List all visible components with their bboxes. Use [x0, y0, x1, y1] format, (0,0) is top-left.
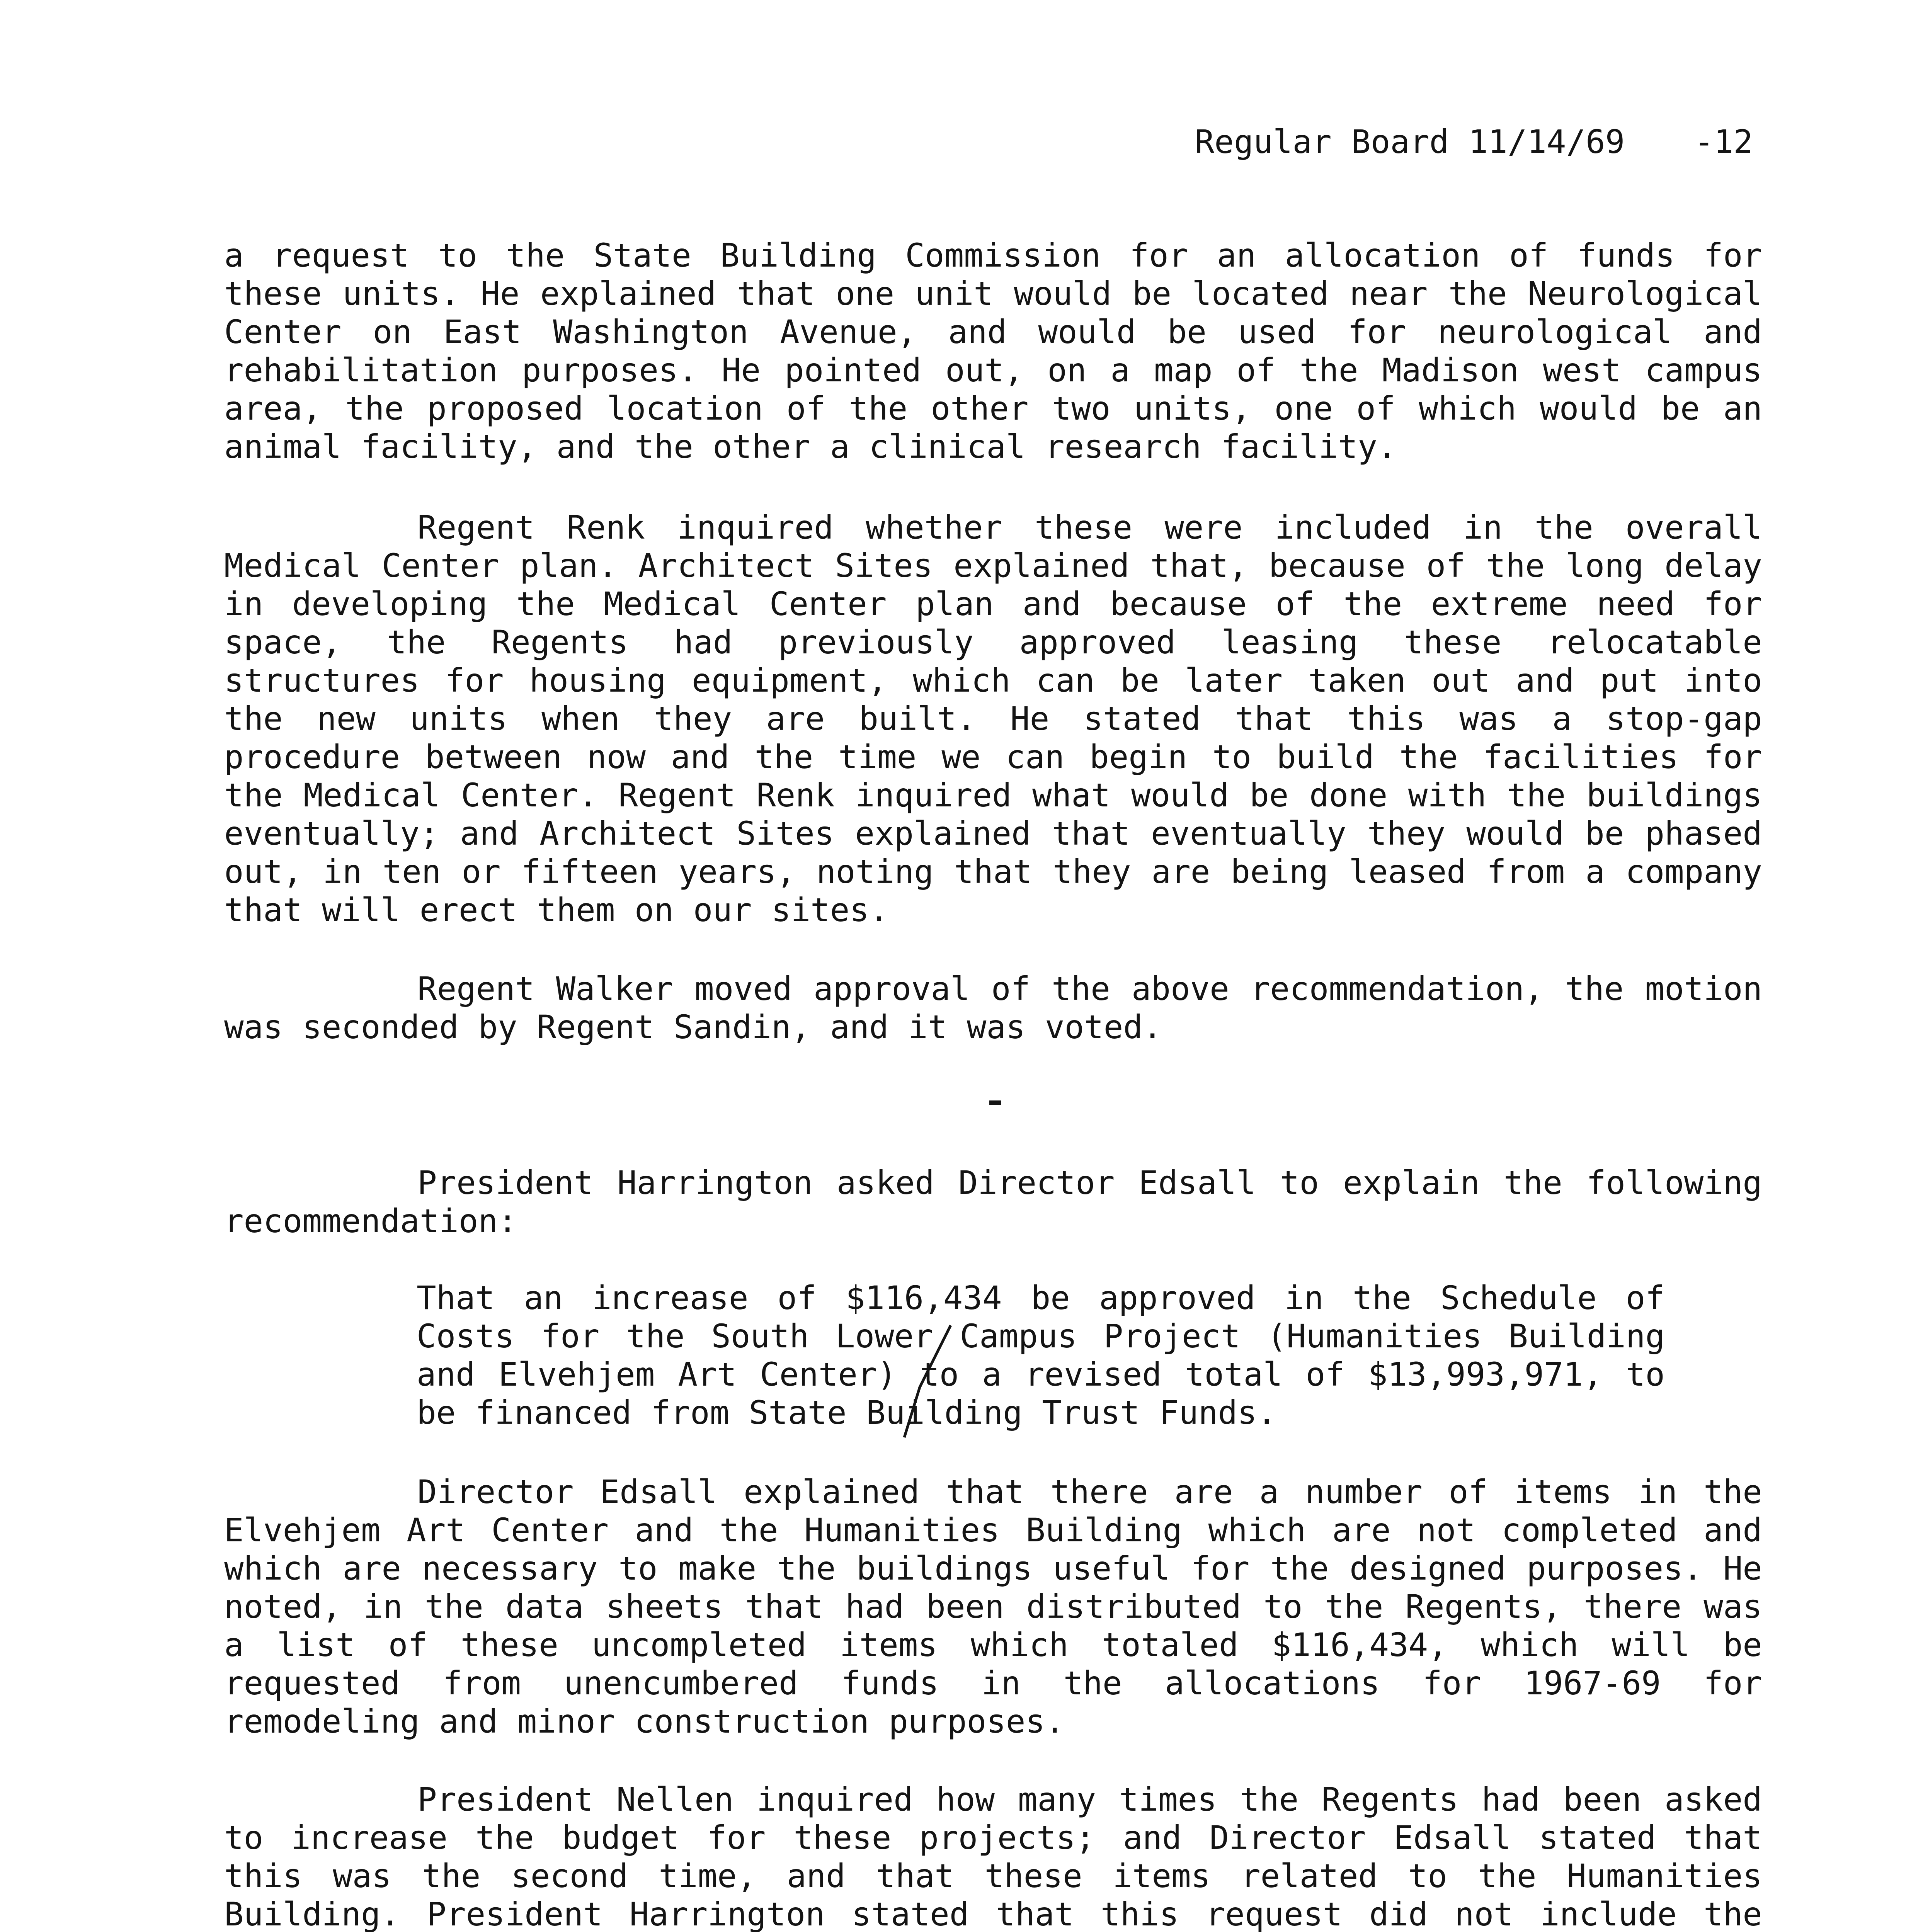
header-title: Regular Board 11/14/69: [1195, 123, 1625, 161]
paragraph-5: Director Edsall explained that there are a number of items in the Elvehjem Art Center and the Humanities Building which are not completed and which are necessary to make the buildings useful for the designed purposes. He noted, in the data sheets that had been distributed to the Regents, there was a list of these uncompleted items which totaled $116,434, which will be requested from unencumbered funds in the allocations for 1967-69 for remodeling and minor construction purposes.: [224, 1473, 1762, 1740]
paragraph-1: a request to the State Building Commission for an allocation of funds for these units. He explained that one unit would be located near the Neurological Center on East Washington Avenue, and would be used for neurological and rehabilitation purposes. He pointed out, on a map of the Madison west campus area, the proposed location of the other two units, one of which would be an animal facility, and the other a clinical research facility.: [224, 236, 1762, 466]
header-page-number: -12: [1694, 123, 1753, 161]
page-header: [1057, 123, 1753, 161]
paragraph-4: President Harrington asked Director Edsall to explain the following recommendation:: [224, 1164, 1762, 1240]
paragraph-2: Regent Renk inquired whether these were included in the overall Medical Center plan. Architect Sites explained that, because of the long delay in developing the Medical Center plan and because of the extreme need for space, the Regents had previously approved leasing these relocatable structures for housing equipment, which can be later taken out and put into the new units when they are built. He stated that this was a stop-gap procedure between now and the time we can begin to build the facilities for the Medical Center. Regent Renk inquired what would be done with the buildings eventually; and Architect Sites explained that eventually they would be phased out, in ten or fifteen years, noting that they are being leased from a company that will erect them on our sites.: [224, 509, 1762, 929]
paragraph-3: Regent Walker moved approval of the above recommendation, the motion was seconded by Regent Sandin, and it was voted.: [224, 970, 1762, 1046]
section-separator: [989, 1100, 1001, 1105]
pen-strike-mark: [897, 1321, 958, 1445]
recommendation-text: That an increase of $116,434 be approved in the Schedule of Costs for the South Lower Campus Project (Humanities Building and Elvehjem Art Center) to a revised total of $13,993,971, to be financed from State Building Trust Funds.: [417, 1279, 1665, 1432]
paragraph-6: President Nellen inquired how many times the Regents had been asked to increase the budget for these projects; and Director Edsall stated that this was the second time, and that these items related to the Humanities Building. President Harrington stated that this request did not include the: [224, 1781, 1762, 1932]
